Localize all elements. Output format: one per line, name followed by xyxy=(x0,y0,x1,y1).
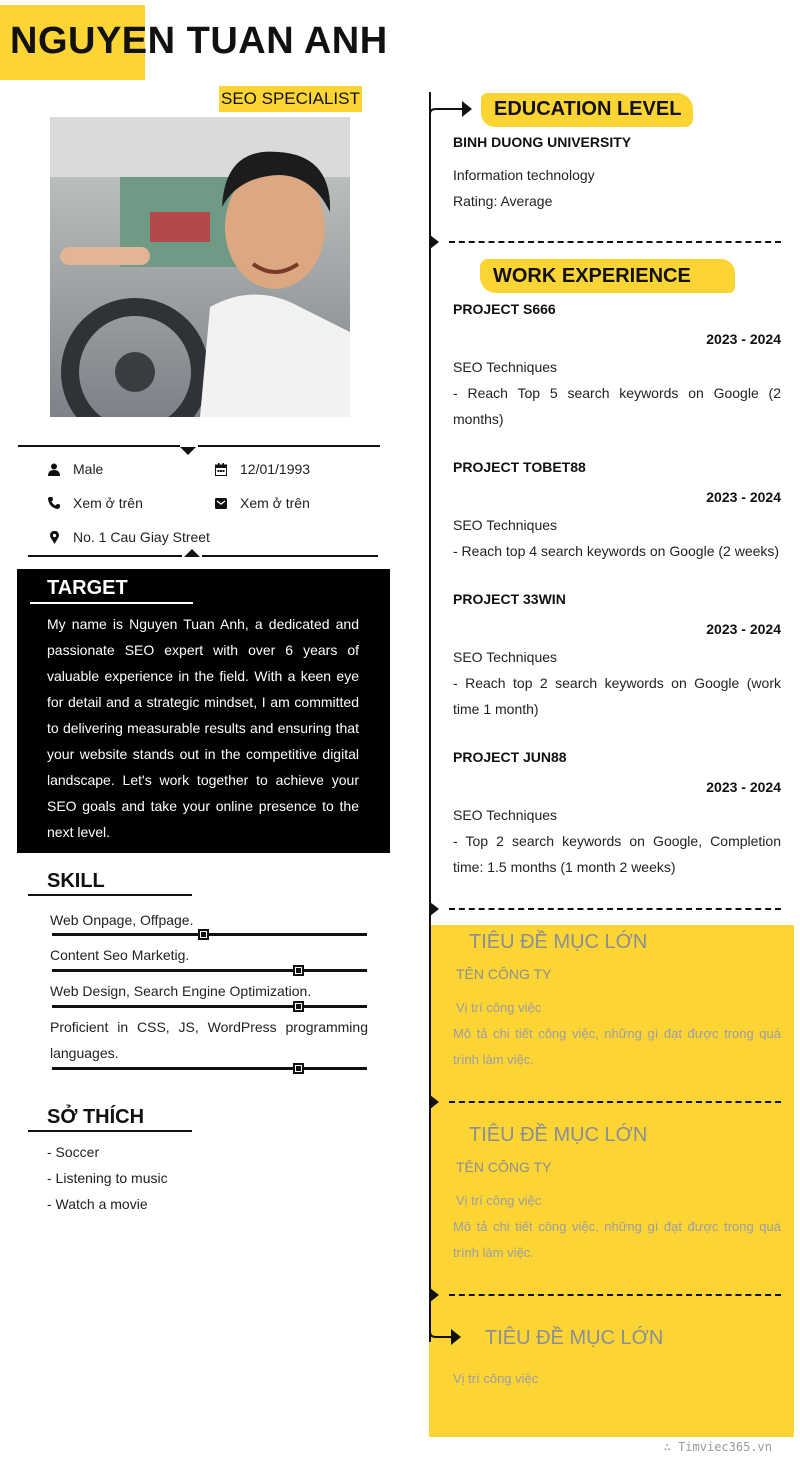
skill-level-knob xyxy=(293,1063,304,1074)
education-heading: EDUCATION LEVEL xyxy=(494,98,682,120)
project-date: 2023 - 2024 xyxy=(706,779,781,795)
skill-label: Web Design, Search Engine Optimization. xyxy=(50,983,312,999)
phone-row xyxy=(47,495,143,511)
phone-icon xyxy=(47,496,61,510)
birthdate-row xyxy=(214,461,310,477)
project-description: - Reach top 4 search keywords on Google (2 weeks) xyxy=(453,543,780,559)
job-title: SEO SPECIALIST xyxy=(219,86,362,112)
project-date: 2023 - 2024 xyxy=(706,621,781,637)
calendar-icon xyxy=(214,462,228,476)
section-dashed-divider xyxy=(449,1101,781,1103)
placeholder-position: Vị trí công việc xyxy=(453,1371,539,1386)
skill-heading-underline xyxy=(28,894,192,896)
user-icon xyxy=(47,462,61,476)
info-divider-bottom-right xyxy=(202,555,378,557)
experience-heading: WORK EXPERIENCE xyxy=(493,265,691,287)
info-divider-pointer-down xyxy=(180,447,196,455)
info-divider-bottom-left xyxy=(28,555,182,557)
hobby-item: - Listening to music xyxy=(47,1170,168,1186)
section-dashed-divider xyxy=(449,1294,781,1296)
profile-photo xyxy=(50,117,350,417)
placeholder-position: Vị trí công việc xyxy=(456,1000,542,1015)
skill-bar xyxy=(52,1067,367,1070)
skill-bar xyxy=(52,933,367,936)
project-description: - Top 2 search keywords on Google, Completion time: 1.5 months (1 month 2 weeks) xyxy=(453,833,781,875)
hobbies-heading-underline xyxy=(28,1130,192,1132)
timeline-marker xyxy=(430,1095,439,1109)
project-name: PROJECT JUN88 xyxy=(453,749,567,765)
gender-row xyxy=(47,461,103,477)
project-description: - Reach Top 5 search keywords on Google (2 months) xyxy=(453,385,781,427)
placeholder-heading: TIÊU ĐỀ MỤC LỚN xyxy=(469,1124,648,1146)
placeholder-position: Vị trí công việc xyxy=(456,1193,542,1208)
watermark xyxy=(664,1440,772,1454)
address-value: No. 1 Cau Giay Street xyxy=(73,529,210,545)
skill-level-knob xyxy=(293,965,304,976)
education-school: BINH DUONG UNIVERSITY xyxy=(453,134,632,150)
skill-bar xyxy=(52,1005,367,1008)
timeline-marker xyxy=(430,1288,439,1302)
hobby-item: - Watch a movie xyxy=(47,1196,148,1212)
education-rating: Rating: Average xyxy=(453,193,553,209)
placeholder-heading: TIÊU ĐỀ MỤC LỚN xyxy=(469,931,648,953)
email-value: Xem ở trên xyxy=(240,495,310,511)
timeline-arrow-bottom xyxy=(429,1323,464,1347)
address-row xyxy=(47,529,210,545)
skill-label: Content Seo Marketig. xyxy=(50,947,190,963)
section-dashed-divider xyxy=(449,908,781,910)
project-role: SEO Techniques xyxy=(453,517,558,533)
placeholder-description: Mô tả chi tiết công việc, những gì đạt được trong quá trình làm việc. xyxy=(453,1219,781,1260)
project-name: PROJECT TOBET88 xyxy=(453,459,586,475)
timeline-marker xyxy=(430,902,439,916)
placeholder-description: Mô tả chi tiết công việc, những gì đạt được trong quá trình làm việc. xyxy=(453,1026,781,1067)
education-major: Information technology xyxy=(453,167,595,183)
info-divider-top-right xyxy=(198,445,380,447)
info-divider-pointer-up xyxy=(184,549,200,557)
hobby-item: - Soccer xyxy=(47,1144,100,1160)
target-heading-underline xyxy=(30,602,193,604)
timeline-line xyxy=(429,92,431,1342)
skill-heading: SKILL xyxy=(47,870,105,892)
watermark-text: Timviec365.vn xyxy=(678,1440,772,1454)
profile-photo-image xyxy=(50,117,350,417)
target-section xyxy=(17,569,390,853)
skill-label: Proficient in CSS, JS, WordPress programming languages. xyxy=(50,1019,368,1061)
project-date: 2023 - 2024 xyxy=(706,331,781,347)
timeline-arrow-top xyxy=(429,98,474,124)
timeline-marker xyxy=(430,235,439,249)
target-text: My name is Nguyen Tuan Anh, a dedicated and passionate SEO expert with over 6 years of valuable experience in the field. With a keen eye for detail and a strategic mindset, I am committed to delivering measurable results and ensuring that your website stands out in the competitive digital landscape. Let's work together to achieve your SEO goals and take your online presence to the next level. xyxy=(47,616,359,840)
project-role: SEO Techniques xyxy=(453,359,558,375)
target-heading: TARGET xyxy=(47,577,128,599)
gender-value: Male xyxy=(73,461,104,477)
project-date: 2023 - 2024 xyxy=(706,489,781,505)
birthdate-value: 12/01/1993 xyxy=(240,461,311,477)
project-role: SEO Techniques xyxy=(453,807,558,823)
project-name: PROJECT 33WIN xyxy=(453,591,566,607)
map-pin-icon xyxy=(47,530,61,544)
phone-value: Xem ở trên xyxy=(73,495,143,511)
info-divider-top-left xyxy=(18,445,180,447)
skill-level-knob xyxy=(293,1001,304,1012)
candidate-name: NGUYEN TUAN ANH xyxy=(10,20,388,62)
placeholder-heading: TIÊU ĐỀ MỤC LỚN xyxy=(485,1327,664,1349)
project-description: - Reach top 2 search keywords on Google (work time 1 month) xyxy=(453,675,781,717)
placeholder-company: TÊN CÔNG TY xyxy=(456,966,552,982)
envelope-icon xyxy=(214,496,228,510)
placeholder-company: TÊN CÔNG TY xyxy=(456,1159,552,1175)
skill-level-knob xyxy=(198,929,209,940)
skill-bar xyxy=(52,969,367,972)
section-dashed-divider xyxy=(449,241,781,243)
email-row xyxy=(214,495,310,511)
skill-label: Web Onpage, Offpage. xyxy=(50,912,194,928)
hobbies-heading: SỞ THÍCH xyxy=(47,1106,145,1128)
project-name: PROJECT S666 xyxy=(453,301,556,317)
project-role: SEO Techniques xyxy=(453,649,558,665)
watermark-logo-icon: ∴ xyxy=(663,1440,679,1454)
